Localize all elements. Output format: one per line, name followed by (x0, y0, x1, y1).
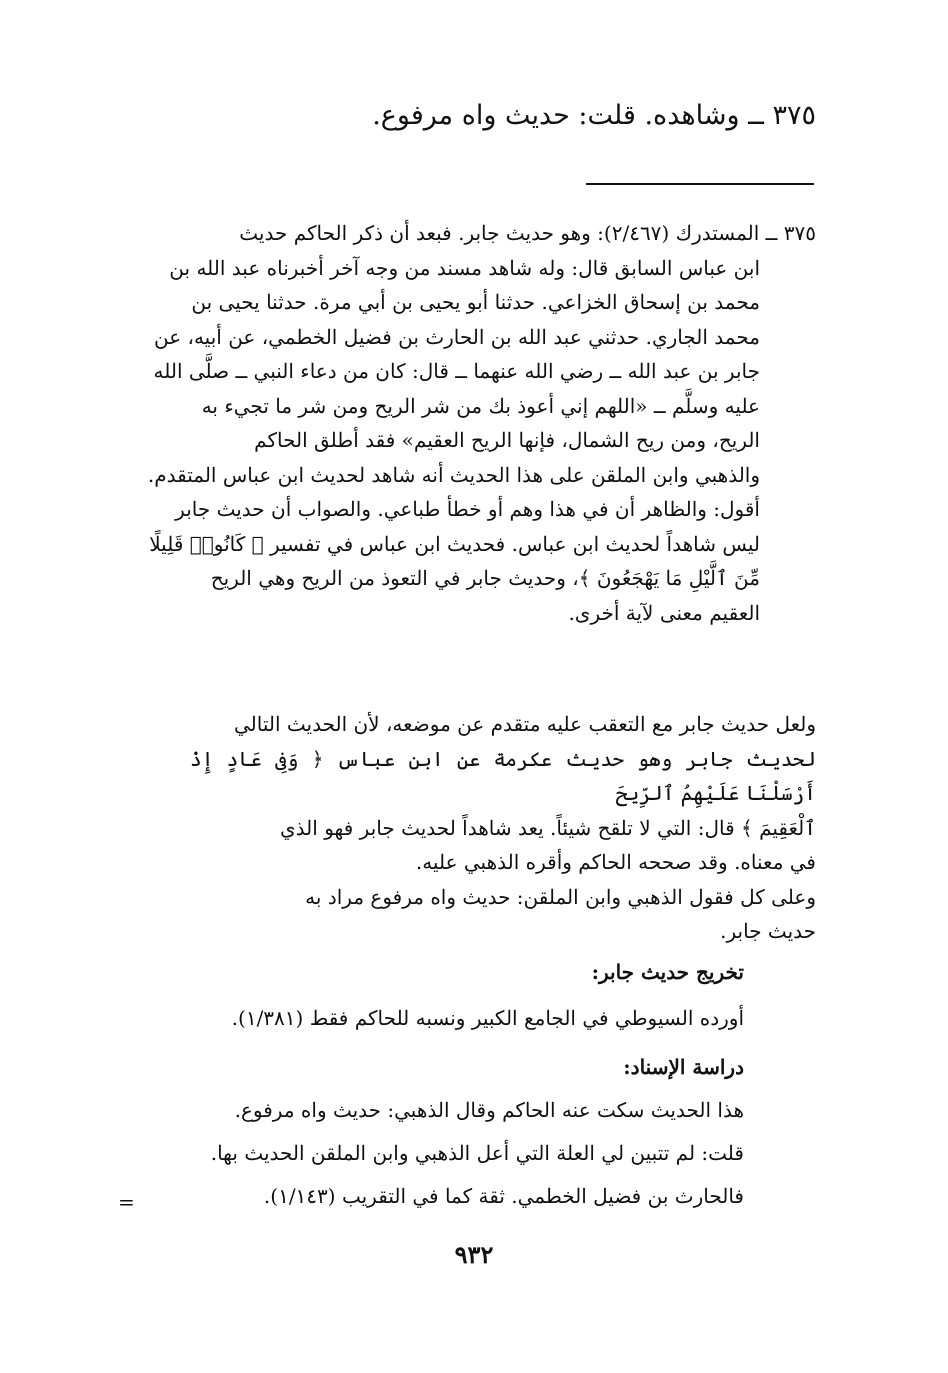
note-line: العقيم معنى لآية أخرى. (568, 600, 760, 625)
para-line: ٱلْعَقِيمَ ﴾ قال: التي لا تلقح شيئاً. يعد شاهداً لحديث جابر فهو الذي (280, 815, 816, 840)
header-line: ٣٧٥ ــ وشاهده. قلت: حديث واه مرفوع. (372, 100, 816, 131)
isnad-line: فالحارث بن فضيل الخطمي. ثقة كما في التقريب (١/١٤٣). (263, 1184, 744, 1208)
note-line: مِّنَ ٱلَّيْلِ مَا يَهْجَعُونَ ﴾، وحديث جابر في التعوذ من الريح وهي الريح (210, 566, 760, 590)
footnote-separator-rule (586, 183, 814, 185)
para-line: لحديث جابر وهو حديث عكرمة عن ابن عباس ﴿ وَفِى عَادٍ إِذْ أَرْسَلْنَا عَلَيْهِمُ ٱلرِّيحَ (190, 746, 816, 805)
isnad-line: قلت: لم تتبين لي العلة التي أعل الذهبي وابن الملقن الحديث بها. (210, 1141, 744, 1165)
para-line: وعلى كل فقول الذهبي وابن الملقن: حديث واه مرفوع مراد به (305, 884, 816, 909)
para-line: في معناه. وقد صححه الحاكم وأقره الذهبي عليه. (415, 850, 816, 874)
isnad-heading: دراسة الإسناد: (623, 1055, 744, 1079)
note-line: محمد بن إسحاق الخزاعي. حدثنا أبو يحيى بن أبي مرة. حدثنا يحيى بن (191, 290, 760, 314)
note-line: عليه وسلَّم ــ «اللهم إني أعوذ بك من شر الريح ومن شر ما تجيء به (201, 393, 760, 418)
page-number: ٩٣٢ (454, 1240, 494, 1269)
note-line: جابر بن عبد الله ــ رضي الله عنهما ــ قال: كان من دعاء النبي ــ صلَّى الله (153, 359, 760, 383)
note-line: ليس شاهداً لحديث ابن عباس. فحديث ابن عباس في تفسير ﴿ كَانُوا۟ قَلِيلًا (149, 531, 760, 556)
note-line: أقول: والظاهر أن في هذا وهم أو خطأ طباعي. والصواب أن حديث جابر (175, 497, 760, 521)
isnad-line: هذا الحديث سكت عنه الحاكم وقال الذهبي: حديث واه مرفوع. (234, 1098, 744, 1122)
takhrij-heading: تخريج حديث جابر: (591, 960, 744, 984)
note-line: الريح، ومن ريح الشمال، فإنها الريح العقيم» فقد أطلق الحاكم (254, 428, 760, 452)
note-line: ابن عباس السابق قال: وله شاهد مسند من وجه آخر أخبرناه عبد الله بن (169, 255, 760, 280)
note-line: والذهبي وابن الملقن على هذا الحديث أنه شاهد لحديث ابن عباس المتقدم. (147, 462, 760, 487)
takhrij-text: أورده السيوطي في الجامع الكبير ونسبه للحاكم فقط (١/٣٨١). (231, 1006, 744, 1030)
footnote-375 (116, 216, 816, 630)
note-line: ٣٧٥ ــ المستدرك (٢/٤٦٧): وهو حديث جابر. فبعد أن ذكر الحاكم حديث (239, 221, 816, 245)
para-line: حديث جابر. (720, 919, 816, 943)
commentary-paragraph (190, 707, 816, 949)
note-line: محمد الجاري. حدثني عبد الله بن الحارث بن فضيل الخطمي، عن أبيه، عن (153, 324, 760, 349)
continuation-mark: = (118, 1190, 135, 1214)
para-line: ولعل حديث جابر مع التعقب عليه متقدم عن موضعه، لأن الحديث التالي (233, 712, 816, 736)
